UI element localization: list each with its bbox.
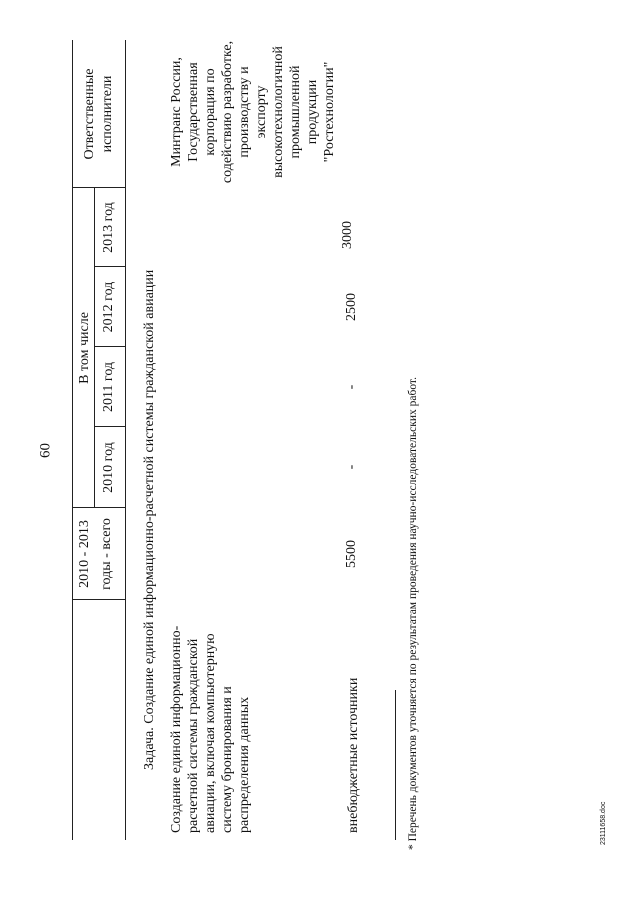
responsible-line: производству и bbox=[237, 66, 252, 158]
funding-total: 5500 bbox=[344, 540, 359, 568]
header-year-2012: 2012 год bbox=[101, 281, 116, 333]
measure-line: систему бронирования и bbox=[220, 686, 235, 833]
header-responsible-1: Ответственные bbox=[82, 68, 97, 160]
footnote: * Перечень документов уточняется по результатам проведения научно-исследовательских работ. bbox=[407, 377, 419, 850]
header-year-2011: 2011 год bbox=[101, 361, 116, 413]
measure-line: распределения данных bbox=[237, 696, 252, 833]
header-including: В том числе bbox=[77, 312, 92, 384]
page-number: 60 bbox=[37, 443, 54, 458]
table-top-rule bbox=[72, 40, 73, 840]
responsible-line: экспорту bbox=[254, 85, 269, 139]
header-year-2013: 2013 год bbox=[101, 202, 116, 253]
measure-line: Создание единой информационно- bbox=[169, 625, 184, 833]
task-title: Задача. Создание единой информационно-расчетной системы гражданской авиации bbox=[142, 269, 157, 770]
funding-2011: - bbox=[344, 384, 359, 390]
responsible-line: "Ростехнологии" bbox=[322, 61, 337, 163]
measure-line: авиации, включая компьютерную bbox=[203, 633, 218, 833]
header-total-top: 2010 - 2013 bbox=[77, 520, 92, 588]
measure-line: расчетной системы гражданской bbox=[186, 638, 201, 833]
responsible-executors bbox=[168, 32, 338, 192]
header-total-bottom: годы - всего bbox=[99, 518, 114, 590]
header-year-2010: 2010 год bbox=[101, 442, 116, 493]
responsible-line: Государственная bbox=[186, 62, 201, 162]
responsible-line: Минтранс России, bbox=[169, 57, 184, 167]
footnote-rule bbox=[395, 690, 396, 840]
measure-description bbox=[168, 626, 253, 833]
document-id: 23111658.doc bbox=[600, 801, 607, 845]
responsible-line: корпорация по bbox=[203, 68, 218, 156]
funding-2012: 2500 bbox=[344, 293, 359, 321]
funding-2010: - bbox=[344, 464, 359, 470]
including-rule bbox=[94, 188, 95, 508]
funding-label: внебюджетные источники bbox=[346, 677, 361, 833]
funding-2013: 3000 bbox=[340, 221, 355, 249]
responsible-line: содействию разработке, bbox=[220, 40, 235, 184]
responsible-line: высокотехнологичной bbox=[271, 46, 286, 178]
header-bottom-rule bbox=[125, 40, 126, 840]
responsible-line: промышленной bbox=[288, 65, 303, 159]
header-responsible-2: исполнители bbox=[100, 75, 115, 153]
responsible-line: продукции bbox=[305, 79, 320, 145]
